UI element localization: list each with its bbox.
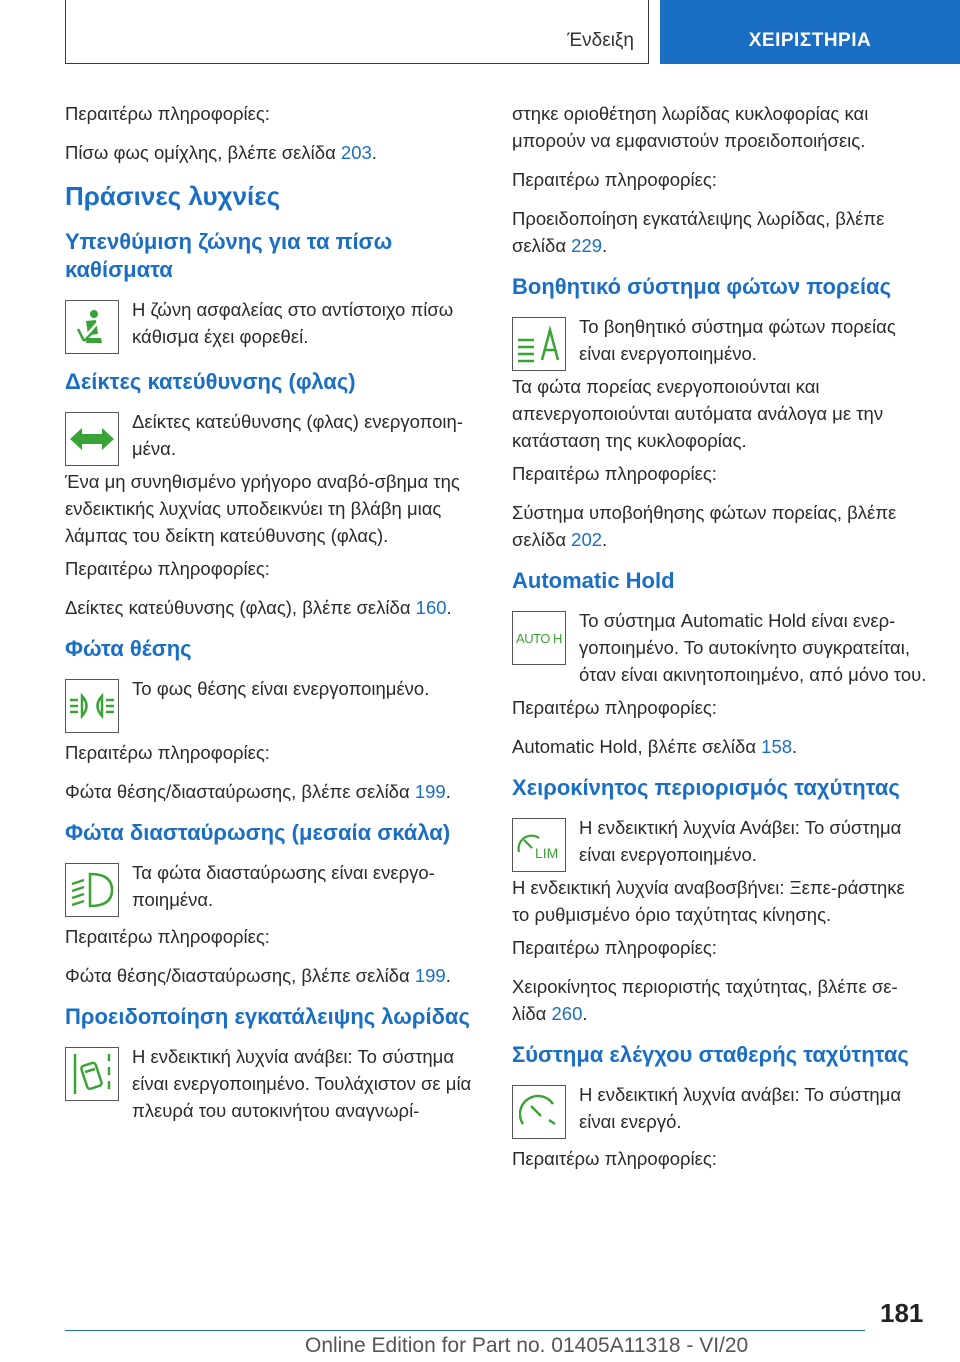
left-column [65,100,477,1130]
svg-text:LIM: LIM [535,845,559,861]
subsection-title: Βοηθητικό σύστημα φώτων πορείας [512,274,892,299]
subsection-title: Φώτα θέσης [65,636,192,661]
turn-signal-block [65,408,477,549]
paragraph: Περαιτέρω πληροφορίες: [512,1148,717,1169]
paragraph: Η ενδεικτική λυχνία ανάβει: Το σύστημα είναι ενεργοποιημένο. Τουλάχιστον σε μία πλευρά του αυτοκινήτου αναγνωρί- [132,1046,472,1121]
paragraph: Δείκτες κατεύθυνσης (φλας), βλέπε σελίδα 160. [65,597,452,618]
subsection-title: Χειροκίνητος περιορισμός ταχύτητας [512,775,900,800]
header-chapter: ΧΕΙΡΙΣΤΗΡΙΑ [748,30,872,51]
subsection-title: Automatic Hold [512,568,675,593]
footer-edition: Online Edition for Part no. 01405A11318 - VI/20 [305,1334,749,1357]
low-beam-icon [65,863,119,917]
paragraph: Περαιτέρω πληροφορίες: [65,103,270,124]
page-number: 181 [880,1298,924,1328]
paragraph: Περαιτέρω πληροφορίες: [65,742,270,763]
cruise-control-icon [512,1085,566,1139]
paragraph: Φώτα θέσης/διασταύρωσης, βλέπε σελίδα 199. [65,965,451,986]
paragraph: Προειδοποίηση εγκατάλειψης λωρίδας, βλέπε σελίδα 229. [512,208,885,256]
paragraph: Περαιτέρω πληροφορίες: [65,558,270,579]
seatbelt-icon [65,300,119,354]
paragraph: Τα φώτα πορείας ενεργοποιούνται και απενεργοποιούνται αυτόματα ανάλογα με την κατάσταση της κυκλοφορίας. [512,376,884,451]
paragraph: Automatic Hold, βλέπε σελίδα 158. [512,736,798,757]
page-link[interactable]: 260 [551,1003,583,1024]
subsection-title: Δείκτες κατεύθυνσης (φλας) [65,369,356,394]
paragraph: Περαιτέρω πληροφορίες: [65,926,270,947]
paragraph: Περαιτέρω πληροφορίες: [512,697,717,718]
right-column [512,100,927,1184]
speed-limiter-block [512,814,924,928]
subsection-title: Προειδοποίηση εγκατάλειψης λωρίδας [65,1004,470,1029]
cornering-lights-icon [512,317,566,371]
paragraph: Η ενδεικτική λυχνία ανάβει: Το σύστημα είναι ενεργό. [579,1084,902,1132]
lane-departure-block [65,1043,477,1124]
page-link[interactable]: 199 [414,965,446,986]
low-beam-block [65,859,477,917]
position-lights-block [65,675,477,733]
section-title: Πράσινες λυχνίες [65,181,281,211]
speed-limiter-icon [512,818,566,872]
paragraph: Σύστημα υποβοήθησης φώτων πορείας, βλέπε σελίδα 202. [512,502,897,550]
seatbelt-block [65,296,477,354]
paragraph: Η ενδεικτική λυχνία Ανάβει: Το σύστημα είναι ενεργοποιημένο. [579,817,902,865]
page-link[interactable]: 160 [415,597,447,618]
page-link[interactable]: 199 [414,781,446,802]
paragraph: Χειροκίνητος περιοριστής ταχύτητας, βλέπε σε-λίδα 260. [512,976,898,1024]
auto-hold-icon: AUTO H [512,611,566,665]
header-chapter-tab [660,0,960,64]
paragraph: Περαιτέρω πληροφορίες: [512,463,717,484]
header-section-box [65,0,649,64]
cornering-lights-block [512,313,924,454]
turn-signal-arrows-icon [65,412,119,466]
lane-departure-icon [65,1047,119,1101]
cruise-control-block [512,1081,924,1139]
paragraph: Το φως θέσης είναι ενεργοποιημένο. [132,678,430,699]
subsection-title: Σύστημα ελέγχου σταθερής ταχύτητας [512,1042,909,1067]
page-link[interactable]: 202 [571,529,603,550]
footer-divider [65,1330,865,1331]
subsection-title: Υπενθύμιση ζώνης για τα πίσω καθίσματα [65,229,393,282]
page-link[interactable]: 203 [340,142,372,163]
paragraph: στηκε οριοθέτηση λωρίδας κυκλοφορίας και μπορούν να εμφανιστούν προειδοποιήσεις. [512,103,869,151]
paragraph: Η ζώνη ασφαλείας στο αντίστοιχο πίσω κάθισμα έχει φορεθεί. [132,299,454,347]
position-lights-icon [65,679,119,733]
paragraph: Τα φώτα διασταύρωσης είναι ενεργο-ποιημένα. [132,862,435,910]
paragraph: Περαιτέρω πληροφορίες: [512,937,717,958]
paragraph: Περαιτέρω πληροφορίες: [512,169,717,190]
paragraph: Πίσω φως ομίχλης, βλέπε σελίδα 203. [65,142,377,163]
auto-hold-block [512,607,927,688]
subsection-title: Φώτα διασταύρωσης (μεσαία σκάλα) [65,820,451,845]
paragraph: Φώτα θέσης/διασταύρωσης, βλέπε σελίδα 199. [65,781,451,802]
paragraph: Δείκτες κατεύθυνσης (φλας) ενεργοποιη-μένα. [132,411,463,459]
page-link[interactable]: 158 [761,736,793,757]
paragraph: Το σύστημα Automatic Hold είναι ενερ-γοποιημένο. Το αυτοκίνητο συγκρατείται, όταν είναι ακινητοποιημένο, από μόνο του. [579,610,927,685]
paragraph: Η ενδεικτική λυχνία αναβοσβήνει: Ξεπε-ράστηκε το ρυθμισμένο όριο ταχύτητας κίνησης. [512,877,905,925]
paragraph: Το βοηθητικό σύστημα φώτων πορείας είναι ενεργοποιημένο. [579,316,896,364]
paragraph: Ένα μη συνηθισμένο γρήγορο αναβό-σβημα της ενδεικτικής λυχνίας υποδεικνύει τη βλάβη μιας λάμπας του δείκτη κατεύθυνσης (φλας). [65,471,460,546]
header-section: Ένδειξη [567,30,634,51]
page-link[interactable]: 229 [571,235,603,256]
